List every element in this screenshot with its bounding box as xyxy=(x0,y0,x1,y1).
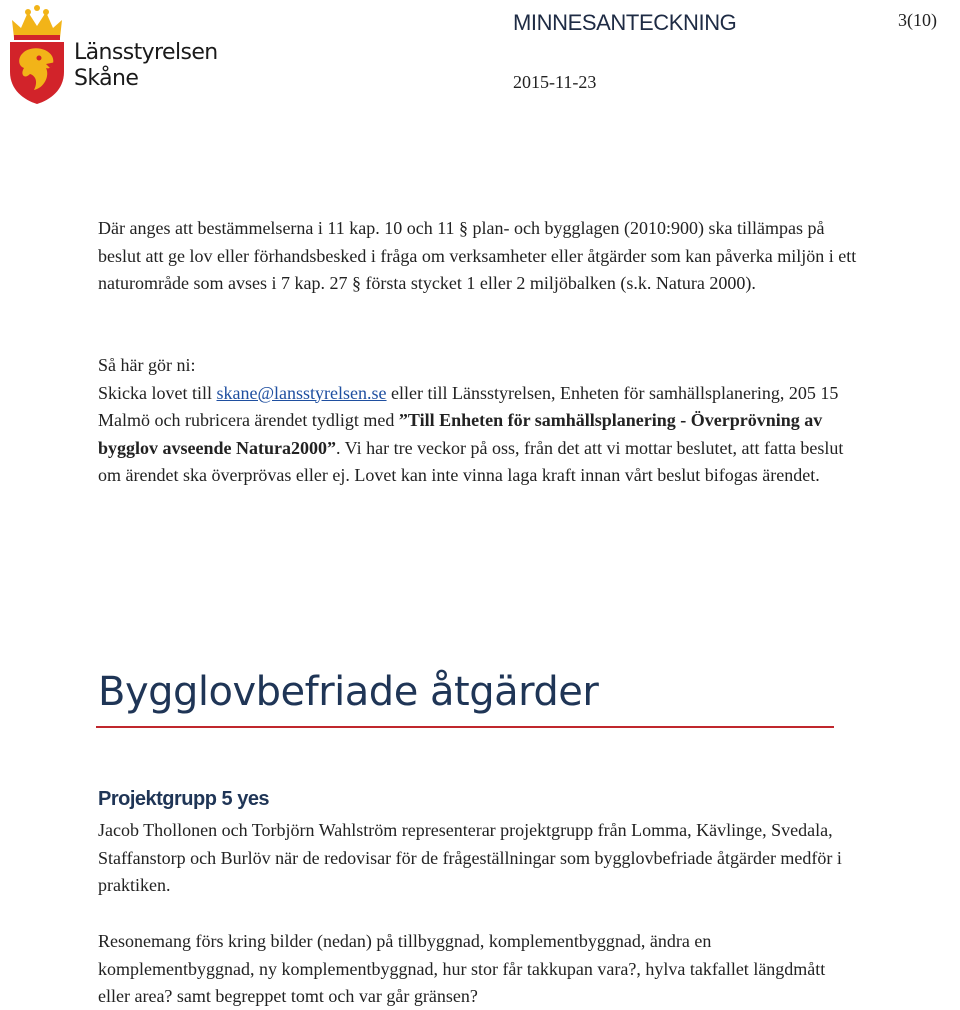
paragraph-regulations: Där anges att bestämmelserna i 11 kap. 10 och 11 § plan- och bygglagen (2010:900) ska tillämpas på beslut att ge lov eller förhandsbesked i fråga om verksamheter eller åtgärder som kan påverka miljön i ett naturområde som avses i 7 kap. 27 § första stycket 1 eller 2 miljöbalken (s.k. Natura 2000). xyxy=(98,218,857,293)
section-heading-area xyxy=(98,664,834,720)
logo-line-1: Länsstyrelsen xyxy=(74,40,218,65)
document-date: 2015-11-23 xyxy=(513,72,597,92)
instructions-prefix: Skicka lovet till xyxy=(98,382,217,403)
instructions-heading: Så här gör ni: xyxy=(98,355,196,375)
section-heading: Bygglovbefriade åtgärder xyxy=(98,669,599,715)
paragraph-project-group: Jacob Thollonen och Torbjörn Wahlström representerar projektgrupp från Lomma, Kävlinge, Svedala, Staffanstorp och Burlöv när de redovisar för de frågeställningar som bygglovbefriade åtgärder medför i praktiken. xyxy=(98,820,842,895)
instructions-suffix: . Vi har tre veckor på oss, från det att vi mottar beslutet, att fatta beslut om ärendet ska överprövas eller ej. Lovet kan inte vinna laga kraft innan vårt beslut bifogas ärendet. xyxy=(98,437,844,485)
lansstyrelsen-logo xyxy=(6,4,236,106)
instructions-block xyxy=(98,352,858,490)
instructions-middle: eller till Länsstyrelsen, Enheten för samhällsplanering, 205 15 Malmö och rubricera ärendet tydligt med xyxy=(98,382,839,430)
logo-line-2: Skåne xyxy=(74,66,139,91)
heading-divider xyxy=(96,726,834,728)
subsection-heading: Projektgrupp 5 yes xyxy=(98,788,270,810)
paragraph-discussion: Resonemang förs kring bilder (nedan) på tillbyggnad, komplementbyggnad, ändra en komplementbyggnad, ny komplementbyggnad, hur stor får takkupan vara?, hylva takfallet längdmått eller area? samt begreppet tomt och var går gränsen? xyxy=(98,931,826,1006)
email-link[interactable]: skane@lansstyrelsen.se xyxy=(216,382,387,403)
instructions-subject-line: ”Till Enheten för samhällsplanering - Överprövning av bygglov avseende Natura2000” xyxy=(98,410,823,458)
document-type: MINNESANTECKNING xyxy=(513,10,737,35)
logo-wordmark xyxy=(74,40,218,92)
coat-of-arms-icon xyxy=(6,4,68,106)
page-number: 3(10) xyxy=(898,10,937,30)
